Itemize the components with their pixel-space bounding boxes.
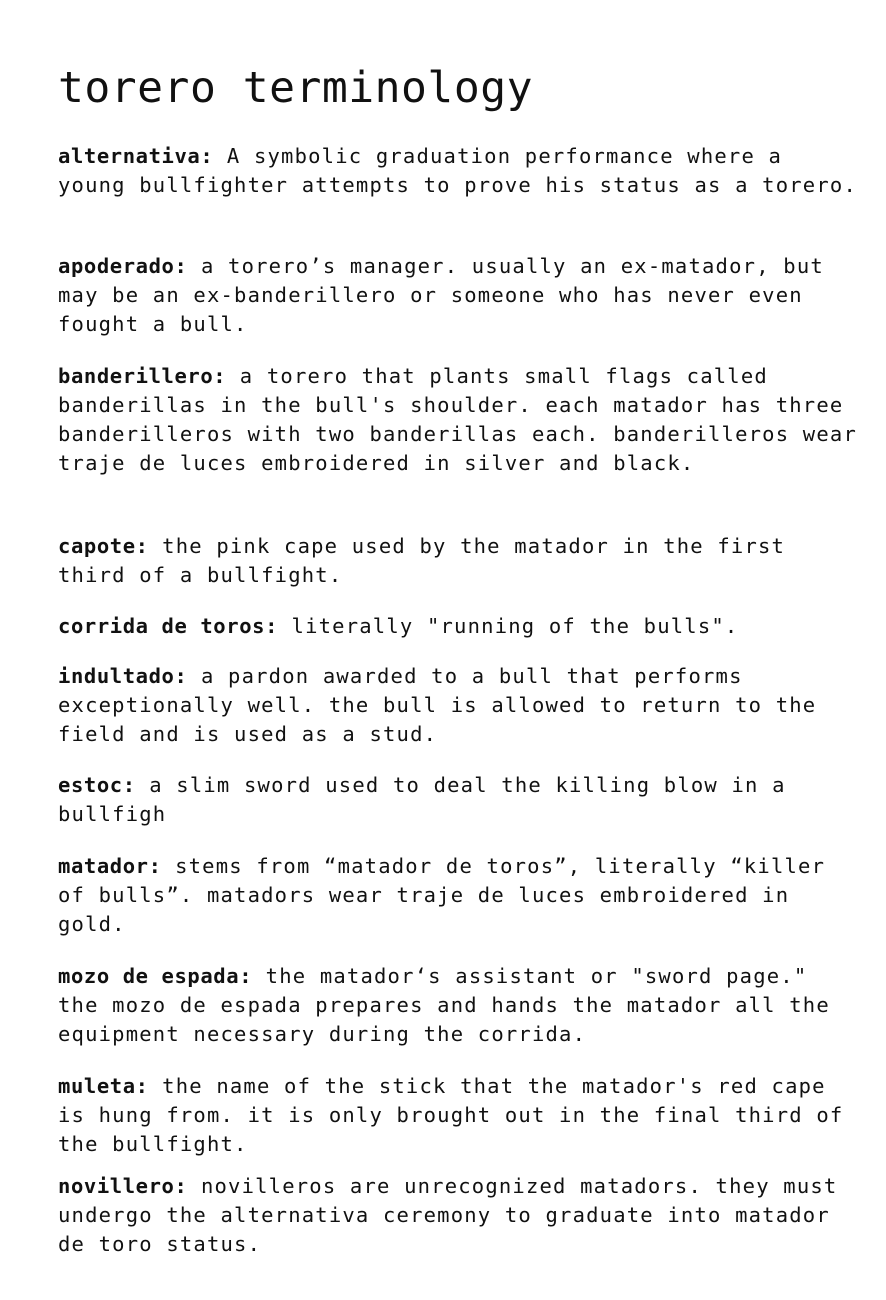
glossary-definition: literally "running of the bulls". [278, 614, 739, 638]
glossary-entry-apoderado [58, 252, 858, 339]
glossary-entry-matador [58, 852, 858, 939]
glossary-entry-indultado [58, 662, 858, 749]
glossary-entry-alternativa [58, 142, 858, 200]
glossary-term: capote: [58, 534, 149, 558]
glossary-definition: novilleros are unrecognized matadors. they must undergo the alternativa ceremony to graduate into matador de toro status. [58, 1174, 838, 1256]
glossary-definition: A symbolic graduation performance where a young bullfighter attempts to prove his status as a torero. [58, 144, 857, 197]
glossary-definition: the pink cape used by the matador in the first third of a bullfight. [58, 534, 786, 587]
glossary-entry-mozo-de-espada [58, 962, 858, 1049]
glossary-definition: the matador‘s assistant or "sword page." the mozo de espada prepares and hands the matador all the equipment necessary during the corrida. [58, 964, 830, 1046]
glossary-definition: a torero’s manager. usually an ex-matador, but may be an ex-banderillero or someone who has never even fought a bull. [58, 254, 824, 336]
glossary-term: apoderado: [58, 254, 188, 278]
page-title: torero terminology [58, 63, 533, 113]
glossary-definition: a pardon awarded to a bull that performs exceptionally well. the bull is allowed to return to the field and is used as a stud. [58, 664, 817, 746]
glossary-definition: a slim sword used to deal the killing blow in a bullfigh [58, 773, 786, 826]
glossary-term: corrida de toros: [58, 614, 279, 638]
glossary-term: muleta: [58, 1074, 149, 1098]
glossary-entry-novillero [58, 1172, 858, 1259]
glossary-term: mozo de espada: [58, 964, 253, 988]
glossary-term: indultado: [58, 664, 188, 688]
glossary-term: banderillero: [58, 364, 227, 388]
glossary-entry-capote [58, 532, 858, 590]
glossary-definition: the name of the stick that the matador's red cape is hung from. it is only brought out in the final third of the bullfight. [58, 1074, 844, 1156]
glossary-term: matador: [58, 854, 162, 878]
glossary-entry-banderillero [58, 362, 858, 478]
glossary-definition: stems from “matador de toros”, literally “killer of bulls”. matadors wear traje de luces embroidered in gold. [58, 854, 826, 936]
glossary-term: novillero: [58, 1174, 188, 1198]
glossary-definition: a torero that plants small flags called banderillas in the bull's shoulder. each matador has three banderilleros with two banderillas each. banderilleros wear traje de luces embroidered in silver and black. [58, 364, 857, 475]
glossary-term: alternativa: [58, 144, 214, 168]
glossary-entry-corrida-de-toros [58, 612, 858, 641]
glossary-entry-muleta [58, 1072, 858, 1159]
glossary-entry-estoc [58, 771, 858, 829]
glossary-term: estoc: [58, 773, 136, 797]
